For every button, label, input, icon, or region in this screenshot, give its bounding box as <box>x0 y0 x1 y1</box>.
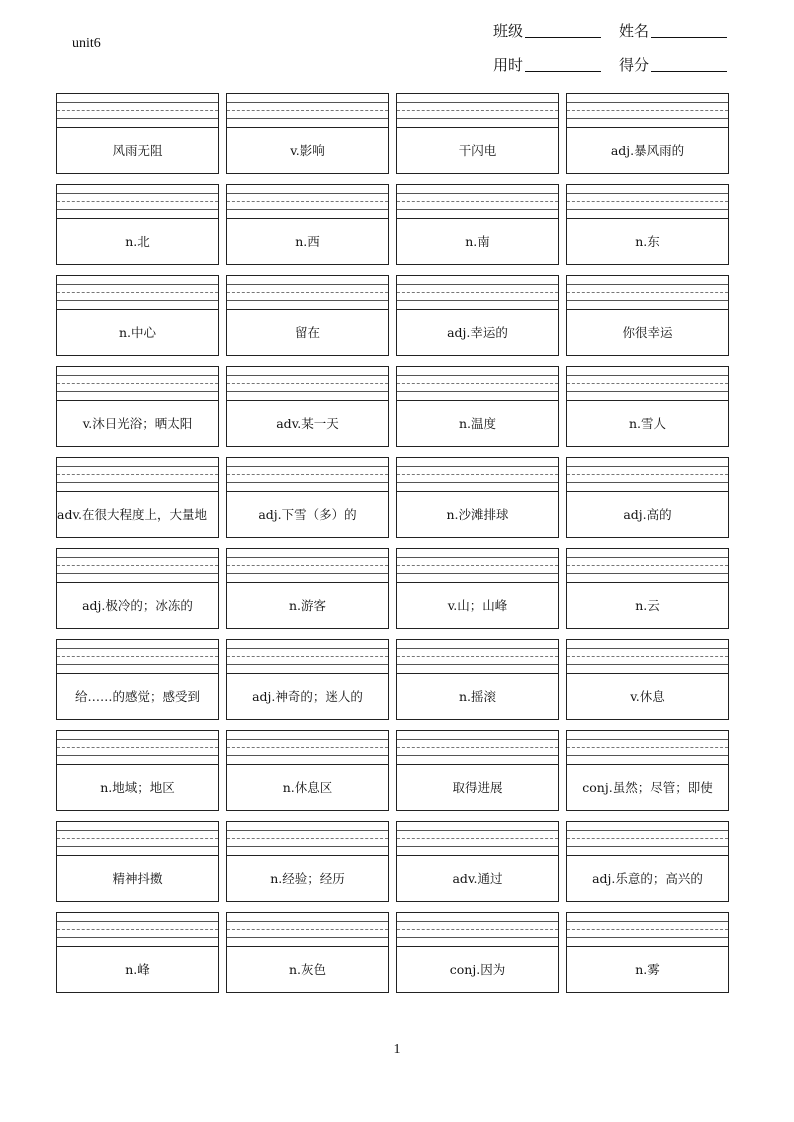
guide-line <box>227 648 388 649</box>
vocab-card <box>566 93 729 174</box>
guide-line <box>57 755 218 756</box>
guide-line <box>567 482 728 483</box>
writing-lines[interactable] <box>397 549 558 583</box>
guide-line <box>57 209 218 210</box>
meaning-text: n.摇滚 <box>458 689 497 704</box>
guide-line <box>57 284 218 285</box>
writing-lines[interactable] <box>57 731 218 765</box>
guide-line <box>567 664 728 665</box>
guide-line <box>397 846 558 847</box>
guide-line <box>227 201 388 202</box>
writing-lines[interactable] <box>567 913 728 947</box>
guide-line <box>227 921 388 922</box>
writing-lines[interactable] <box>567 94 728 128</box>
vocab-card <box>56 184 219 265</box>
meaning-text: n.雪人 <box>628 416 667 431</box>
guide-line <box>397 482 558 483</box>
guide-line <box>567 648 728 649</box>
vocab-card <box>56 639 219 720</box>
guide-line <box>397 937 558 938</box>
guide-line <box>227 573 388 574</box>
guide-line <box>567 830 728 831</box>
guide-line <box>397 292 558 293</box>
vocab-card <box>226 912 389 993</box>
guide-line <box>57 300 218 301</box>
guide-line <box>57 656 218 657</box>
vocab-card <box>396 730 559 811</box>
vocab-card <box>56 548 219 629</box>
class-label: 班级 <box>493 22 524 40</box>
writing-lines[interactable] <box>397 185 558 219</box>
meaning-text: 风雨无阻 <box>112 143 163 158</box>
guide-line <box>567 474 728 475</box>
guide-line <box>397 118 558 119</box>
writing-lines[interactable] <box>397 276 558 310</box>
guide-line <box>227 747 388 748</box>
meaning-text: n.温度 <box>458 416 497 431</box>
guide-line <box>567 557 728 558</box>
vocab-card <box>56 457 219 538</box>
guide-line <box>57 466 218 467</box>
writing-lines[interactable] <box>227 822 388 856</box>
guide-line <box>397 747 558 748</box>
guide-line <box>57 375 218 376</box>
guide-line <box>57 739 218 740</box>
writing-lines[interactable] <box>227 94 388 128</box>
guide-line <box>397 565 558 566</box>
guide-line <box>57 921 218 922</box>
guide-line <box>567 846 728 847</box>
guide-line <box>227 466 388 467</box>
meaning-text: adv.通过 <box>452 871 503 886</box>
meaning-text: 留在 <box>294 325 320 340</box>
time-blank[interactable] <box>525 70 601 72</box>
guide-line <box>57 846 218 847</box>
meaning-text: 取得进展 <box>452 780 503 795</box>
guide-line <box>57 482 218 483</box>
vocab-card <box>56 821 219 902</box>
writing-lines[interactable] <box>227 640 388 674</box>
guide-line <box>227 209 388 210</box>
guide-line <box>567 193 728 194</box>
vocab-card <box>226 548 389 629</box>
guide-line <box>57 383 218 384</box>
guide-line <box>57 110 218 111</box>
guide-line <box>397 102 558 103</box>
vocab-card <box>226 821 389 902</box>
guide-line <box>567 201 728 202</box>
vocab-card <box>566 184 729 265</box>
guide-line <box>567 383 728 384</box>
vocab-card <box>226 457 389 538</box>
vocab-card <box>396 912 559 993</box>
meaning-text: conj.因为 <box>449 962 506 977</box>
guide-line <box>397 201 558 202</box>
writing-lines[interactable] <box>567 822 728 856</box>
writing-lines[interactable] <box>57 367 218 401</box>
guide-line <box>227 929 388 930</box>
meaning-text: n.休息区 <box>282 780 333 795</box>
meaning-text: n.北 <box>125 234 150 249</box>
writing-lines[interactable] <box>567 549 728 583</box>
meaning-text: 干闪电 <box>458 143 497 158</box>
guide-line <box>567 921 728 922</box>
guide-line <box>567 573 728 574</box>
guide-line <box>227 664 388 665</box>
vocab-card <box>396 275 559 356</box>
guide-line <box>227 755 388 756</box>
writing-lines[interactable] <box>57 913 218 947</box>
guide-line <box>567 937 728 938</box>
guide-line <box>397 739 558 740</box>
guide-line <box>397 755 558 756</box>
time-field[interactable] <box>493 54 601 75</box>
guide-line <box>57 838 218 839</box>
guide-line <box>57 391 218 392</box>
meaning-text: adj.暴风雨的 <box>610 143 685 158</box>
writing-lines[interactable] <box>227 276 388 310</box>
guide-line <box>227 383 388 384</box>
score-blank[interactable] <box>651 70 727 72</box>
guide-line <box>397 474 558 475</box>
meaning-text: n.雾 <box>635 962 660 977</box>
guide-line <box>397 391 558 392</box>
vocab-card <box>56 730 219 811</box>
writing-lines[interactable] <box>57 94 218 128</box>
guide-line <box>57 573 218 574</box>
meaning-text: 精神抖擞 <box>112 871 163 886</box>
guide-line <box>397 375 558 376</box>
time-label: 用时 <box>493 56 524 74</box>
writing-lines[interactable] <box>567 458 728 492</box>
guide-line <box>227 292 388 293</box>
guide-line <box>227 830 388 831</box>
meaning-text: n.中心 <box>118 325 157 340</box>
guide-line <box>227 937 388 938</box>
meaning-text: n.沙滩排球 <box>446 507 509 522</box>
vocab-card <box>226 93 389 174</box>
writing-lines[interactable] <box>57 822 218 856</box>
meaning-text: conj.虽然；尽管；即使 <box>582 780 713 795</box>
writing-lines[interactable] <box>57 549 218 583</box>
writing-lines[interactable] <box>397 731 558 765</box>
meaning-text: v.山；山峰 <box>447 598 508 613</box>
meaning-text: n.峰 <box>125 962 150 977</box>
meaning-text: n.南 <box>465 234 490 249</box>
guide-line <box>57 292 218 293</box>
meaning-text: n.经验；经历 <box>270 871 345 886</box>
guide-line <box>567 284 728 285</box>
guide-line <box>227 300 388 301</box>
guide-line <box>397 383 558 384</box>
guide-line <box>397 300 558 301</box>
meaning-text: adj.神奇的；迷人的 <box>252 689 363 704</box>
score-field[interactable] <box>619 54 727 75</box>
meaning-text: 给……的感觉；感受到 <box>74 689 200 704</box>
guide-line <box>227 739 388 740</box>
vocab-card <box>566 275 729 356</box>
vocab-card <box>566 912 729 993</box>
guide-line <box>57 929 218 930</box>
guide-line <box>397 830 558 831</box>
vocab-card <box>226 639 389 720</box>
score-label: 得分 <box>619 56 650 74</box>
writing-lines[interactable] <box>567 367 728 401</box>
guide-line <box>397 193 558 194</box>
guide-line <box>57 648 218 649</box>
guide-line <box>567 747 728 748</box>
meaning-text: n.东 <box>635 234 660 249</box>
guide-line <box>57 747 218 748</box>
guide-line <box>567 102 728 103</box>
vocab-card <box>226 730 389 811</box>
vocab-card <box>396 457 559 538</box>
guide-line <box>227 838 388 839</box>
guide-line <box>567 292 728 293</box>
meaning-text: adv.某一天 <box>276 416 339 431</box>
guide-line <box>227 846 388 847</box>
writing-lines[interactable] <box>567 640 728 674</box>
meaning-text: adv.在很大程度上，大量地 <box>57 507 208 522</box>
meaning-text: n.地域；地区 <box>100 780 175 795</box>
guide-line <box>397 573 558 574</box>
guide-line <box>567 656 728 657</box>
guide-line <box>57 193 218 194</box>
writing-lines[interactable] <box>227 185 388 219</box>
guide-line <box>57 474 218 475</box>
meaning-text: adj.高的 <box>623 507 672 522</box>
writing-lines[interactable] <box>227 549 388 583</box>
meaning-text: n.灰色 <box>288 962 327 977</box>
guide-line <box>57 664 218 665</box>
writing-lines[interactable] <box>57 458 218 492</box>
guide-line <box>57 102 218 103</box>
guide-line <box>397 664 558 665</box>
guide-line <box>397 921 558 922</box>
meaning-text: n.西 <box>295 234 320 249</box>
guide-line <box>57 201 218 202</box>
class-blank[interactable] <box>525 36 601 38</box>
name-blank[interactable] <box>651 36 727 38</box>
writing-lines[interactable] <box>567 185 728 219</box>
guide-line <box>567 739 728 740</box>
writing-lines[interactable] <box>227 731 388 765</box>
writing-lines[interactable] <box>397 367 558 401</box>
guide-line <box>227 284 388 285</box>
meaning-text: 你很幸运 <box>622 325 673 340</box>
writing-lines[interactable] <box>227 458 388 492</box>
vocab-card <box>226 366 389 447</box>
guide-line <box>397 656 558 657</box>
guide-line <box>567 209 728 210</box>
guide-line <box>567 118 728 119</box>
meaning-text: v.影响 <box>290 143 325 158</box>
guide-line <box>227 375 388 376</box>
guide-line <box>397 557 558 558</box>
guide-line <box>227 474 388 475</box>
writing-lines[interactable] <box>57 276 218 310</box>
writing-lines[interactable] <box>397 94 558 128</box>
meaning-text: adj.幸运的 <box>447 325 508 340</box>
vocab-card <box>56 366 219 447</box>
vocab-card <box>396 366 559 447</box>
vocab-card <box>56 275 219 356</box>
guide-line <box>57 557 218 558</box>
guide-line <box>567 466 728 467</box>
writing-lines[interactable] <box>57 185 218 219</box>
guide-line <box>227 102 388 103</box>
vocab-grid <box>56 93 729 993</box>
vocab-card <box>226 184 389 265</box>
writing-lines[interactable] <box>57 640 218 674</box>
page-number: 1 <box>393 1042 401 1057</box>
vocab-card <box>566 639 729 720</box>
guide-line <box>227 391 388 392</box>
guide-line <box>567 110 728 111</box>
guide-line <box>397 284 558 285</box>
writing-lines[interactable] <box>567 276 728 310</box>
vocab-card <box>56 912 219 993</box>
writing-lines[interactable] <box>227 367 388 401</box>
vocab-card <box>566 548 729 629</box>
guide-line <box>567 565 728 566</box>
guide-line <box>397 838 558 839</box>
guide-line <box>397 648 558 649</box>
class-field[interactable] <box>493 20 601 41</box>
guide-line <box>227 118 388 119</box>
guide-line <box>567 300 728 301</box>
vocab-card <box>566 457 729 538</box>
guide-line <box>567 755 728 756</box>
vocab-card <box>226 275 389 356</box>
writing-lines[interactable] <box>397 458 558 492</box>
guide-line <box>397 110 558 111</box>
name-label: 姓名 <box>619 22 650 40</box>
guide-line <box>57 118 218 119</box>
guide-line <box>227 482 388 483</box>
vocab-card <box>396 93 559 174</box>
guide-line <box>227 193 388 194</box>
guide-line <box>567 391 728 392</box>
guide-line <box>57 565 218 566</box>
writing-lines[interactable] <box>567 731 728 765</box>
vocab-card <box>566 366 729 447</box>
meaning-text: n.云 <box>635 598 660 613</box>
guide-line <box>57 937 218 938</box>
guide-line <box>57 830 218 831</box>
guide-line <box>397 209 558 210</box>
guide-line <box>567 375 728 376</box>
guide-line <box>227 110 388 111</box>
unit-title: unit6 <box>72 36 101 51</box>
vocab-card <box>396 821 559 902</box>
vocab-card <box>396 184 559 265</box>
guide-line <box>227 557 388 558</box>
guide-line <box>397 929 558 930</box>
writing-lines[interactable] <box>397 822 558 856</box>
vocab-card <box>396 548 559 629</box>
vocab-card <box>566 821 729 902</box>
vocab-card <box>566 730 729 811</box>
guide-line <box>227 656 388 657</box>
name-field[interactable] <box>619 20 727 41</box>
guide-line <box>227 565 388 566</box>
writing-lines[interactable] <box>397 913 558 947</box>
meaning-text: n.游客 <box>288 598 327 613</box>
vocab-card <box>56 93 219 174</box>
meaning-text: adj.极冷的；冰冻的 <box>82 598 193 613</box>
meaning-text: adj.乐意的；高兴的 <box>592 871 703 886</box>
meaning-text: v.沐日光浴；晒太阳 <box>82 416 193 431</box>
meaning-text: adj.下雪（多）的 <box>258 507 357 522</box>
writing-lines[interactable] <box>227 913 388 947</box>
writing-lines[interactable] <box>397 640 558 674</box>
meaning-text: v.休息 <box>630 689 665 704</box>
guide-line <box>397 466 558 467</box>
vocab-card <box>396 639 559 720</box>
guide-line <box>567 929 728 930</box>
guide-line <box>567 838 728 839</box>
